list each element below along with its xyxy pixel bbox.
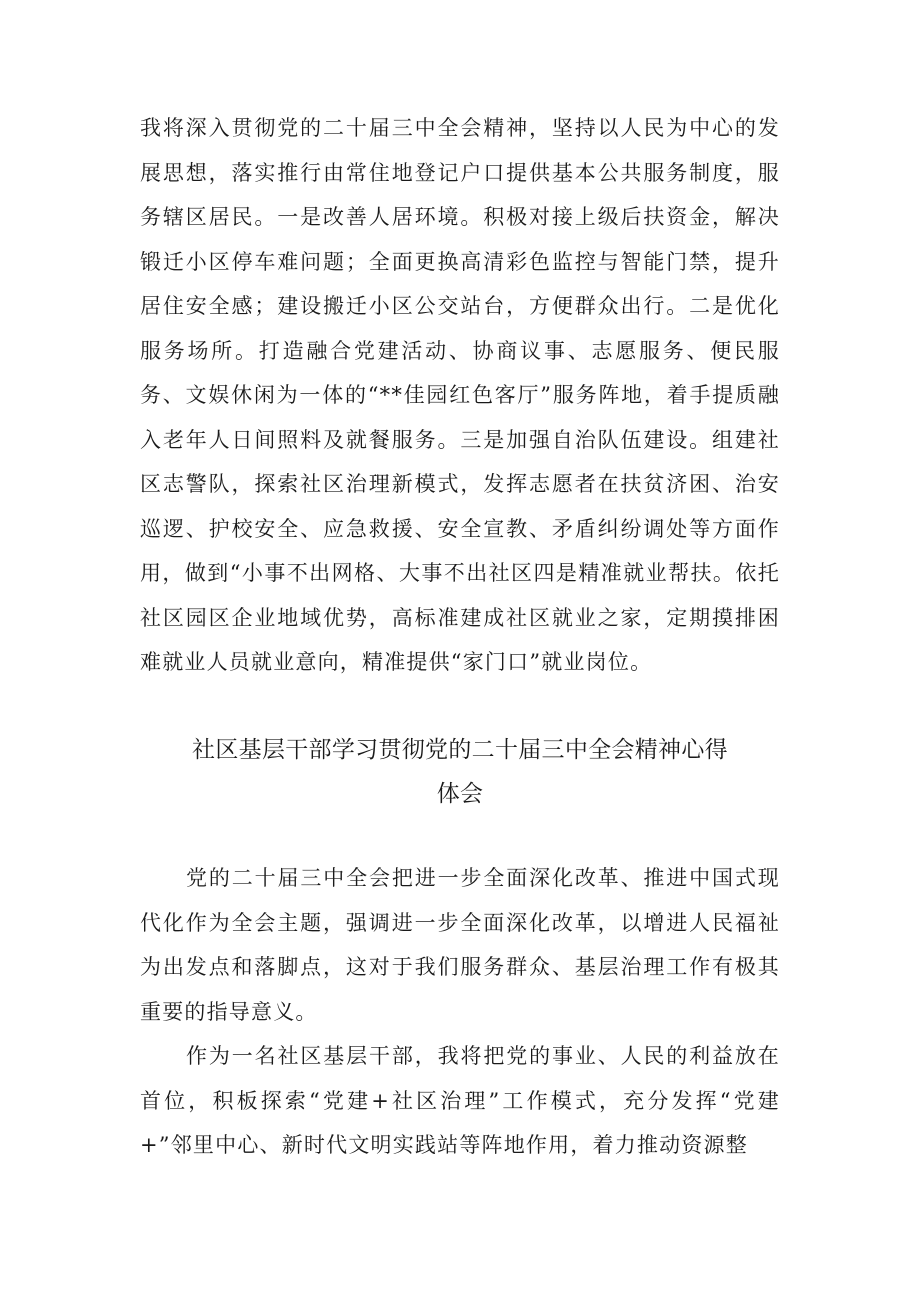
body-paragraph-2: 党的二十届三中全会把进一步全面深化改革、推进中国式现代化作为全会主题，强调进一步全面深化改革，以增进人民福祉为出发点和落脚点，这对于我们服务群众、基层治理工作有极其重要的指导意义。 (140, 866, 780, 1024)
section-heading-line-2: 体会 (436, 781, 484, 807)
body-paragraph-1: 我将深入贯彻党的二十届三中全会精神，坚持以人民为中心的发展思想，落实推行由常住地登记户口提供基本公共服务制度，服务辖区居民。一是改善人居环境。积极对接上级后扶资金，解决锻迁小区停车难问题；全面更换高清彩色监控与智能门禁，提升居住安全感；建设搬迁小区公交站台，方便群众出行。二是优化服务场所。打造融合党建活动、协商议事、志愿服务、便民服务、文娱休闲为一体的“**佳园红色客厅”服务阵地，着手提质融入老年人日间照料及就餐服务。三是加强自治队伍建设。组建社区志警队，探索社区治理新模式，发挥志愿者在扶贫济困、治安巡逻、护校安全、应急救援、安全宣教、矛盾纠纷调处等方面作用，做到“小事不出网格、大事不出社区四是精准就业帮扶。依托社区园区企业地域优势，高标准建成社区就业之家，定期摸排困难就业人员就业意向，精准提供“家门口”就业岗位。 (140, 116, 780, 674)
section-heading (140, 728, 780, 816)
section-heading-line-1: 社区基层干部学习贯彻党的二十届三中全会精神心得 (192, 737, 728, 763)
body-paragraph-3: 作为一名社区基层干部，我将把党的事业、人民的利益放在首位，积板探索“党建+社区治理”工作模式，充分发挥“党建+”邻里中心、新时代文明实践站等阵地作用，着力推动资源整 (140, 1044, 780, 1157)
